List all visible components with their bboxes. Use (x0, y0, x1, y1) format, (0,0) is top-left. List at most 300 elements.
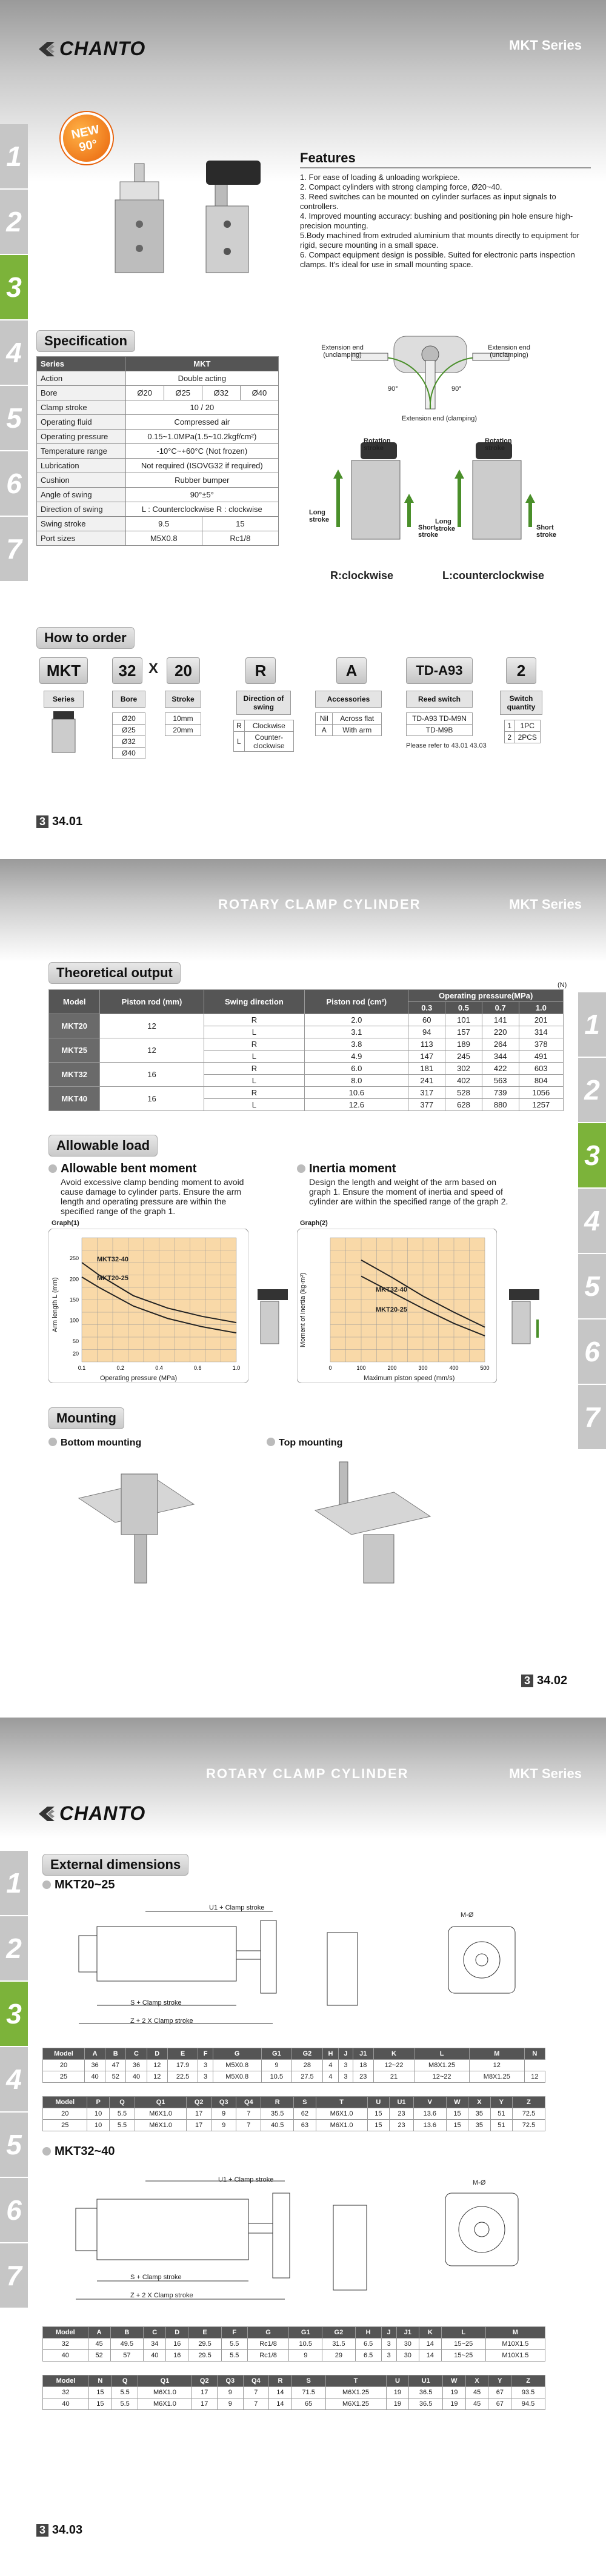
dim-cell: M8X1.25 (469, 2071, 524, 2083)
label-cw: R:clockwise (330, 569, 394, 582)
dim-cell: 17 (187, 2120, 211, 2131)
dim-cell: D (147, 2048, 167, 2060)
dim-cell: N (89, 2375, 112, 2387)
swing-diagram (315, 324, 545, 421)
dim-cell: 40.5 (261, 2120, 294, 2131)
dim-cell: M8X1.25 (415, 2060, 470, 2071)
tab-2[interactable]: 2 (0, 1916, 28, 1982)
code-reed: TD-A93 (406, 657, 473, 684)
x-tick-label: 400 (449, 1365, 459, 1371)
code-series: MKT (39, 657, 88, 684)
dim-cell: J (339, 2048, 353, 2060)
dim-cell: 40 (126, 2071, 147, 2083)
dim-cell: 93.5 (511, 2387, 545, 2398)
dim-cell: Q (109, 2097, 135, 2108)
label-deg-right: 90° (451, 385, 462, 393)
brand-logo: CHANTO (36, 1802, 145, 1825)
top-mounting-image (303, 1456, 442, 1595)
dim-cell: Q3 (211, 2097, 236, 2108)
dim-cell: V (413, 2097, 446, 2108)
dim-cell: Model (43, 2048, 85, 2060)
dim-cell: 9 (218, 2387, 244, 2398)
tab-1[interactable]: 1 (0, 1851, 28, 1916)
dim-cell: 6.5 (355, 2339, 381, 2350)
dim-cell: Q2 (187, 2097, 211, 2108)
dim-cell: 35 (468, 2108, 490, 2120)
dim-cell: 15~25 (441, 2350, 485, 2362)
accessory-options: Nil Across flat A With arm (315, 712, 382, 736)
bore-options: Ø20 Ø25 Ø32 Ø40 (112, 712, 145, 759)
dim-cell: J1 (353, 2048, 373, 2060)
dims-title: External dimensions (42, 1854, 188, 1876)
brand-logo: CHANTO (36, 38, 145, 60)
dim-cell: U1 (409, 2375, 443, 2387)
dim-cell: U1 (390, 2097, 414, 2108)
dim-cell: 15~25 (441, 2339, 485, 2350)
dim-cell: 7 (243, 2398, 269, 2410)
label-s: S + Clamp stroke (130, 1999, 182, 2007)
x-tick-label: 300 (418, 1365, 428, 1371)
label-long-cw: Long stroke (309, 509, 330, 523)
lbl-accessories: Accessories (315, 691, 382, 708)
dim-cell: M6X1.0 (138, 2398, 191, 2410)
dim-cell: 51 (490, 2108, 512, 2120)
dim-cell: 20 (43, 2060, 85, 2071)
code-stroke: 20 (167, 657, 200, 684)
series-title: MKT Series (509, 1766, 582, 1781)
feature-item: 6. Compact equipment design is possible. Suited for electronic parts inspection clamps. It's ideal for use in small mounting space. (300, 250, 575, 269)
dim-cell: 51 (490, 2120, 512, 2131)
dim-cell: 21 (373, 2071, 414, 2083)
label-mdpn: M-Ø (461, 1911, 474, 1919)
badge-new: NEW (70, 122, 101, 142)
dim-cell: 10.5 (261, 2071, 292, 2083)
dim-cell: 35 (468, 2120, 490, 2131)
dim-cell: 45 (88, 2339, 110, 2350)
dim-cell: J1 (396, 2327, 419, 2339)
dim-cell: X (465, 2375, 488, 2387)
dim-cell: G2 (322, 2327, 356, 2339)
x-tick-label: 100 (356, 1365, 366, 1371)
graph1-ylabel: Arm length L (mm) (52, 1277, 59, 1332)
code-bore: 32 (112, 657, 142, 684)
qty-options: 1 1PC 2 2PCS (504, 720, 541, 743)
dim-cell: Model (43, 2327, 88, 2339)
dim-cell: 62 (294, 2108, 316, 2120)
x-tick-label: 0 (328, 1365, 332, 1371)
dim-cell: Q3 (218, 2375, 244, 2387)
tab-4[interactable]: 4 (578, 1189, 606, 1254)
theo-unit: (N) (558, 981, 567, 989)
dim-cell: T (325, 2375, 386, 2387)
dim-cell: E (167, 2048, 198, 2060)
end-view-1 (424, 1896, 545, 2017)
dim-cell: A (84, 2048, 105, 2060)
dim-cell: 13.6 (413, 2108, 446, 2120)
dim-cell: 14 (419, 2339, 441, 2350)
dim-cell: 23 (390, 2120, 414, 2131)
dim-cell: 7 (236, 2120, 261, 2131)
direction-options: R Clockwise L Counter-clockwise (233, 720, 294, 752)
dim-cell: M6X1.0 (135, 2120, 187, 2131)
chapter-tabs (578, 992, 606, 1450)
dim-cell: 45 (465, 2387, 488, 2398)
dim-cell: J (381, 2327, 396, 2339)
label-long-ccw: Long stroke (435, 518, 456, 533)
subtitle: ROTARY CLAMP CYLINDER (206, 1766, 409, 1781)
dim-cell: 14 (269, 2398, 292, 2410)
dim-cell: 5.5 (112, 2398, 138, 2410)
dim-cell: R (269, 2375, 292, 2387)
product-image (103, 158, 279, 303)
dim-cell: S (291, 2375, 325, 2387)
dim-cell: L (415, 2048, 470, 2060)
dim-cell: 29 (322, 2350, 356, 2362)
tab-1[interactable]: 1 (0, 124, 28, 190)
dim-cell: M (469, 2048, 524, 2060)
bent-text: Avoid excessive clamp bending moment to avoid cause damage to cylinder parts. Ensure the arm length and operating pressure are within the specified range of the graph 1. (61, 1177, 244, 1216)
tab-3[interactable]: 3 (0, 1982, 28, 2047)
dim-cell: K (419, 2327, 441, 2339)
dim-cell: 5.5 (112, 2387, 138, 2398)
graph1-label-c2: MKT20-25 (97, 1275, 128, 1282)
dim-cell: 47 (105, 2060, 126, 2071)
dim-cell: 7 (236, 2108, 261, 2120)
tab-5[interactable]: 5 (0, 386, 28, 451)
tab-7[interactable]: 7 (0, 517, 28, 582)
dim-cell: E (188, 2327, 222, 2339)
dim-cell: 19 (386, 2398, 409, 2410)
dim-cell: 94.5 (511, 2398, 545, 2410)
feature-item: 5.Body machined from extruded aluminium that mounts directly to equipment for rigid, secure mounting in a small space. (300, 231, 580, 250)
dim-cell: 19 (443, 2398, 466, 2410)
y-tick-label: 150 (69, 1296, 79, 1303)
dim-cell: 22.5 (167, 2071, 198, 2083)
y-tick-label: 250 (69, 1255, 79, 1262)
graph1-title: Graph(1) (52, 1220, 79, 1227)
features-rule (300, 167, 591, 168)
dim-cell: C (144, 2327, 166, 2339)
x-tick-label: 1.0 (232, 1365, 241, 1371)
bottom-mounting-image (67, 1456, 206, 1595)
series-title: MKT Series (509, 897, 582, 912)
dim-cell: U (386, 2375, 409, 2387)
dim-cell: X (468, 2097, 490, 2108)
graph2-label-c1: MKT32-40 (376, 1286, 407, 1293)
dim-cell: 6.5 (355, 2350, 381, 2362)
dim-cell: 10 (87, 2120, 109, 2131)
x-tick-label: 500 (480, 1365, 490, 1371)
dim-cell: Rc1/8 (247, 2350, 289, 2362)
group-1-title: MKT20~25 (42, 1878, 115, 1892)
reed-note: Please refer to 43.01 43.03 (406, 742, 487, 749)
dim-cell: 35.5 (261, 2108, 294, 2120)
dim-cell: Y (488, 2375, 511, 2387)
dim-cell: 57 (110, 2350, 144, 2362)
dim-cell: 15 (446, 2120, 468, 2131)
tab-7[interactable]: 7 (578, 1385, 606, 1450)
dim-cell: 15 (89, 2387, 112, 2398)
lbl-qty: Switch quantity (500, 691, 542, 715)
dim-cell: 63 (294, 2120, 316, 2131)
top-mounting: Top mounting (267, 1438, 342, 1449)
dim-cell: M10X1.5 (485, 2339, 545, 2350)
dim-cell: 3 (381, 2350, 396, 2362)
dim-cell: 19 (443, 2387, 466, 2398)
dim-cell: 40 (43, 2350, 88, 2362)
code-qty: 2 (506, 657, 536, 684)
dim-cell: 15 (367, 2120, 389, 2131)
dim-cell: 5.5 (221, 2350, 247, 2362)
tab-3[interactable]: 3 (578, 1123, 606, 1189)
dim-cell: 52 (105, 2071, 126, 2083)
feature-item: 4. Improved mounting accuracy: bushing and positioning pin hole ensure high-precision mounting. (300, 211, 573, 230)
group-2-title: MKT32~40 (42, 2145, 115, 2159)
y-tick-label: 200 (69, 1276, 79, 1283)
y-tick-label: 20 (72, 1350, 79, 1357)
dim-cell: 9 (211, 2120, 236, 2131)
spec-title: Specification (36, 330, 135, 352)
dim-cell: Y (490, 2097, 512, 2108)
logo-icon (36, 41, 57, 58)
dim-cell: M6X1.0 (316, 2108, 367, 2120)
label-short-cw: Short stroke (418, 524, 439, 539)
inertia-text: Design the length and weight of the arm based on graph 1. Ensure the moment of inertia and speed of cylinder are within the specified range of the graph 2. (309, 1177, 508, 1206)
dim-cell: 71.5 (291, 2387, 325, 2398)
page-number: 3 34.02 (521, 1674, 567, 1688)
tab-6[interactable]: 6 (0, 451, 28, 517)
dim-cell: R (261, 2097, 294, 2108)
inertia-title: Inertia moment (297, 1162, 396, 1176)
y-tick-label: 100 (69, 1317, 79, 1324)
label-z: Z + 2 X Clamp stroke (130, 2292, 193, 2299)
dim-cell: 23 (353, 2071, 373, 2083)
dim-cell: H (322, 2048, 339, 2060)
tab-4[interactable]: 4 (0, 2047, 28, 2113)
dim-cell: 32 (43, 2339, 88, 2350)
tab-5[interactable]: 5 (0, 2113, 28, 2178)
lbl-series: Series (44, 691, 84, 708)
dim-cell: 14 (419, 2350, 441, 2362)
dim-cell: 36 (126, 2060, 147, 2071)
label-ccw: L:counterclockwise (442, 569, 545, 582)
dim-cell: 67 (488, 2398, 511, 2410)
dim-cell: 3 (198, 2060, 213, 2071)
dim-cell: 16 (166, 2350, 188, 2362)
dim-cell: Z (511, 2375, 545, 2387)
tab-4[interactable]: 4 (0, 320, 28, 386)
dim-cell: 30 (396, 2339, 419, 2350)
code-x: X (148, 660, 159, 677)
dim-cell: 16 (166, 2339, 188, 2350)
dim-cell: 3 (198, 2071, 213, 2083)
dim-cell: 7 (243, 2387, 269, 2398)
dim-cell: 14 (269, 2387, 292, 2398)
dim-cell: 4 (322, 2071, 339, 2083)
dim-table-3 (42, 2326, 545, 2362)
series-thumbnail (47, 710, 81, 755)
dim-cell: M6X1.0 (316, 2120, 367, 2131)
dim-cell: 9 (261, 2060, 292, 2071)
tab-2[interactable]: 2 (578, 1058, 606, 1123)
mounting-title: Mounting (48, 1407, 124, 1429)
dim-cell: 31.5 (322, 2339, 356, 2350)
dim-cell: 40 (84, 2071, 105, 2083)
dim-cell: M5X0.8 (213, 2060, 261, 2071)
dim-cell: 36 (84, 2060, 105, 2071)
dim-cell: 12 (469, 2060, 524, 2071)
dim-cell: 17 (187, 2108, 211, 2120)
page-3 (0, 1718, 606, 2576)
dim-cell: Q4 (236, 2097, 261, 2108)
reed-options: TD-A93 TD-M9N TD-M9B (406, 712, 473, 736)
bent-title: Allowable bent moment (48, 1162, 196, 1176)
label-short-ccw: Short stroke (536, 524, 557, 539)
feature-item: 3. Reed switches can be mounted on cylinder surfaces as input signals to controllers. (300, 192, 556, 211)
dim-cell: 20 (43, 2108, 87, 2120)
dim-cell: 12~22 (415, 2071, 470, 2083)
graph-1 (48, 1229, 248, 1383)
graph1-xlabel: Operating pressure (MPa) (100, 1375, 178, 1382)
page-2 (0, 859, 606, 1718)
dim-cell: W (446, 2097, 468, 2108)
dim-cell: C (126, 2048, 147, 2060)
dim-cell: M6X1.0 (135, 2108, 187, 2120)
dim-cell: A (88, 2327, 110, 2339)
load-thumb-2 (506, 1283, 542, 1350)
dim-cell: T (316, 2097, 367, 2108)
dim-cell: 3 (339, 2071, 353, 2083)
x-tick-label: 0.2 (116, 1365, 125, 1371)
dim-cell: 17.9 (167, 2060, 198, 2071)
order-title: How to order (36, 627, 135, 649)
dim-cell: S (294, 2097, 316, 2108)
dim-cell: F (221, 2327, 247, 2339)
dim-cell: 45 (465, 2398, 488, 2410)
dim-cell: B (105, 2048, 126, 2060)
graph2-ylabel: Moment of inertia (kg·m²) (299, 1272, 307, 1347)
dim-cell: 4 (322, 2060, 339, 2071)
dim-cell: 15 (446, 2108, 468, 2120)
dim-cell: 67 (488, 2387, 511, 2398)
dim-cell: 9 (211, 2108, 236, 2120)
feature-item: 2. Compact cylinders with strong clamping force, Ø20~40. (300, 182, 502, 191)
dim-cell: 9 (289, 2350, 322, 2362)
stroke-options: 10mm 20mm (165, 712, 201, 736)
tab-2[interactable]: 2 (0, 190, 28, 255)
y-tick-label: 50 (72, 1338, 79, 1344)
dim-cell: M6X1.0 (138, 2387, 191, 2398)
dim-table-2 (42, 2096, 545, 2131)
graph2-xlabel: Maximum piston speed (mm/s) (364, 1375, 455, 1382)
dim-cell: Q1 (138, 2375, 191, 2387)
label-u1: U1 + Clamp stroke (209, 1904, 265, 1911)
tab-1[interactable]: 1 (578, 992, 606, 1058)
dim-table-1 (42, 2048, 545, 2083)
dim-cell: L (441, 2327, 485, 2339)
spec-table: Series MKT Action Double acting Bore Ø20 Ø25 Ø32 Ø40 Clamp stroke 10 / 20 Operating fluid Compressed air Operating pressure 0.15~1.0MPa(1.5~10.2kgf/cm²) Temperature range -10°C~+60°C (Not frozen) Lubrication Not required (ISOVG32 if required) Cushion Rubber bumper Angle of swing 90°±5° Direction of swing L : Counterclockwise R : clockwise Swing stroke 9.5 15 Port sizes M5X0.8 Rc1/8 (36, 356, 279, 546)
dim-cell: 65 (291, 2398, 325, 2410)
graph2-title: Graph(2) (300, 1220, 328, 1227)
theo-title: Theoretical output (48, 962, 181, 984)
lbl-direction: Direction of swing (236, 691, 291, 715)
dim-cell: M10X1.5 (485, 2350, 545, 2362)
label-z: Z + 2 X Clamp stroke (130, 2017, 193, 2025)
label-mdpn: M-Ø (473, 2179, 486, 2186)
drawing-1 (61, 1896, 412, 2042)
label-rot-cw: Rotation stroke (364, 437, 391, 452)
dim-cell: 17 (191, 2387, 218, 2398)
dim-cell: 25 (43, 2120, 87, 2131)
tab-6[interactable]: 6 (0, 2178, 28, 2243)
dim-cell: 17 (191, 2398, 218, 2410)
dim-cell: 12 (147, 2071, 167, 2083)
dim-cell: 3 (381, 2339, 396, 2350)
dim-cell: 12~22 (373, 2060, 414, 2071)
dim-cell: Q1 (135, 2097, 187, 2108)
dim-cell: 29.5 (188, 2350, 222, 2362)
dim-table-4 (42, 2375, 545, 2410)
series-title: MKT Series (509, 38, 582, 53)
label-deg-left: 90° (388, 385, 398, 393)
load-thumb-1 (255, 1283, 291, 1350)
dim-cell: 30 (396, 2350, 419, 2362)
features-title: Features (300, 150, 356, 165)
dim-cell: H (355, 2327, 381, 2339)
chapter-tabs (0, 1851, 28, 2309)
tab-5[interactable]: 5 (578, 1254, 606, 1320)
dim-cell: 40 (144, 2350, 166, 2362)
dim-cell: G2 (292, 2048, 323, 2060)
dim-cell: Z (513, 2097, 545, 2108)
chapter-tabs (0, 124, 28, 582)
code-direction: R (245, 657, 276, 684)
lbl-stroke: Stroke (165, 691, 201, 708)
label-s: S + Clamp stroke (130, 2274, 182, 2281)
dim-cell: 36.5 (409, 2398, 443, 2410)
dim-cell: 12 (524, 2071, 545, 2083)
theo-table: Model Piston rod (mm) Swing direction Piston rod (cm²) Operating pressure(MPa) 0.3 0.5 0.7 1.0 MKT20 12 R 2.0 60 101 141 201 L 3.1 94 157 220 314 MKT25 12 R 3.8 113 189 264 378 L 4.9 147 245 344 491 MKT32 16 R 6.0 181 302 422 603 L 8.0 241 402 563 804 MKT40 16 R 10.6 317 528 739 1056 L 12.6 377 628 880 1257 (48, 989, 564, 1111)
dim-cell: G1 (261, 2048, 292, 2060)
label-ext-left: Extension end (unclamping) (321, 344, 364, 359)
dim-cell: Rc1/8 (247, 2339, 289, 2350)
dim-cell: G1 (289, 2327, 322, 2339)
dim-cell: Model (43, 2375, 89, 2387)
dim-cell: M6X1.25 (325, 2387, 386, 2398)
dim-cell: 15 (367, 2108, 389, 2120)
tab-7[interactable]: 7 (0, 2243, 28, 2309)
dim-cell: 12 (147, 2060, 167, 2071)
tab-6[interactable]: 6 (578, 1320, 606, 1385)
dim-cell: 34 (144, 2339, 166, 2350)
page-number: 3 34.03 (36, 2523, 82, 2537)
dim-cell: M6X1.25 (325, 2398, 386, 2410)
x-tick-label: 0.1 (78, 1365, 86, 1371)
dim-cell: 29.5 (188, 2339, 222, 2350)
dim-cell: 72.5 (513, 2108, 545, 2120)
dim-cell: 13.6 (413, 2120, 446, 2131)
x-tick-label: 0.4 (155, 1365, 163, 1371)
bottom-mounting: Bottom mounting (48, 1438, 141, 1449)
dim-cell: M (485, 2327, 545, 2339)
tab-3[interactable]: 3 (0, 255, 28, 320)
dim-cell: 5.5 (109, 2120, 135, 2131)
features-list (300, 173, 591, 270)
dim-cell: 49.5 (110, 2339, 144, 2350)
lbl-reed: Reed switch (406, 691, 473, 708)
dim-cell: 23 (390, 2108, 414, 2120)
graph1-label-c1: MKT32-40 (97, 1256, 128, 1263)
